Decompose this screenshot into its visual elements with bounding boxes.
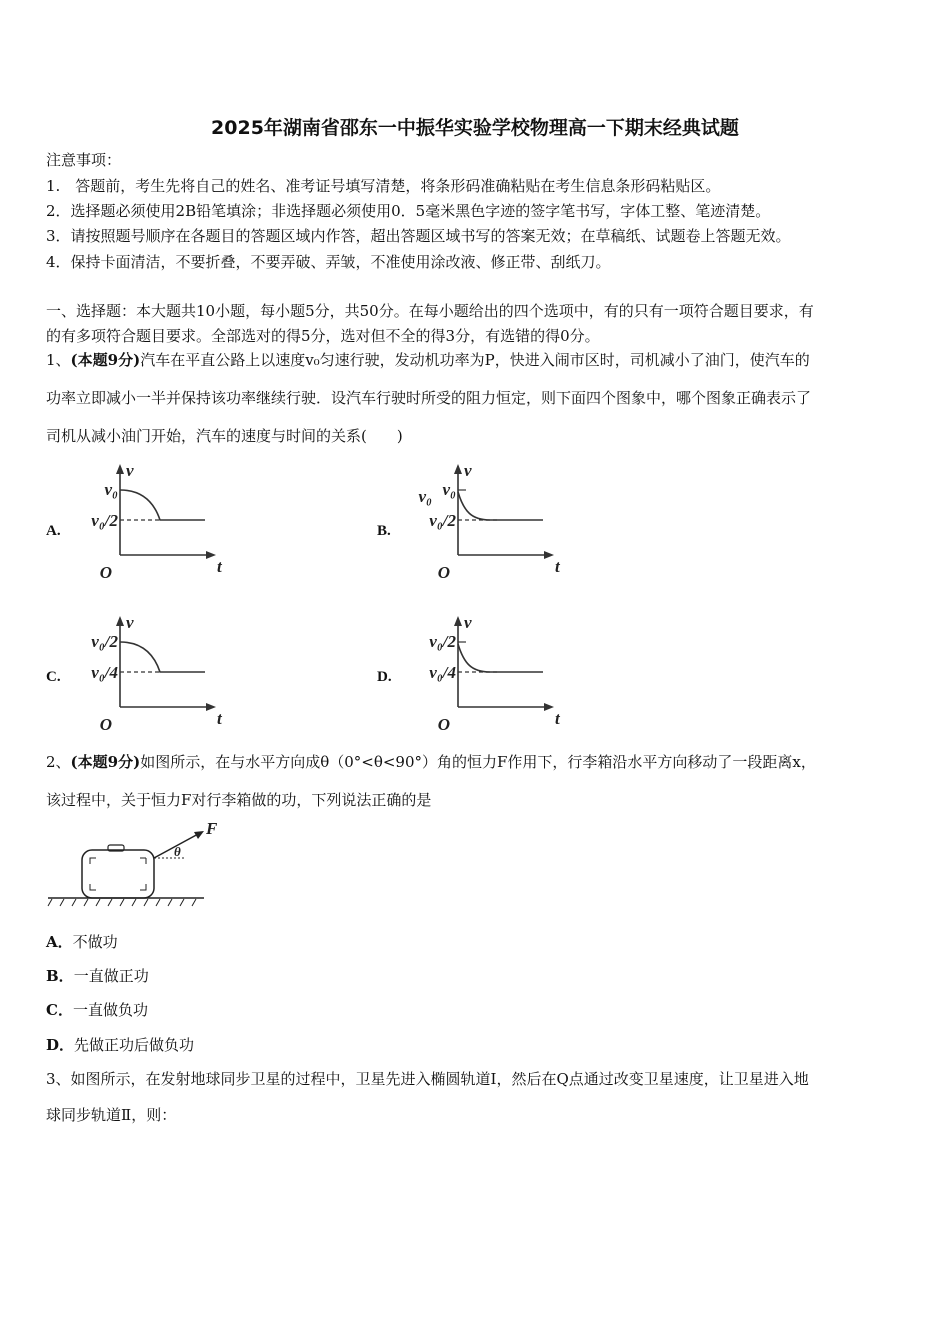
question-1-text: 司机从减小油门开始，汽车的速度与时间的关系( ) (46, 427, 403, 445)
low-value-label: v₀/2 (91, 511, 118, 530)
question-1-text: 功率立即减小一半并保持该功率继续行驶．设汽车行驶时所受的阻力恒定，则下面四个图象中，哪个图象正确表示了 (46, 389, 812, 407)
low-value-label: v₀/2 (429, 511, 456, 530)
y-axis-arrow (454, 616, 462, 626)
x-axis-arrow (206, 703, 216, 711)
option-a[interactable] (46, 932, 118, 952)
note-item: 1. 答题前，考生先将自己的姓名、准考证号填写清楚，将条形码准确粘贴在考生信息条形码粘贴区。 (46, 177, 721, 195)
x-axis-arrow (544, 703, 554, 711)
option-c[interactable] (46, 1000, 148, 1020)
extra-value-label: v₀ (418, 487, 432, 506)
page-title: 2025年湖南省邵东一中振华实验学校物理高一下期末经典试题 (211, 117, 739, 139)
y-axis-arrow (116, 464, 124, 474)
axis-label-t: t (217, 557, 222, 576)
option-text: 一直做正功 (73, 967, 149, 985)
question-3-text: 球同步轨道Ⅱ，则： (46, 1106, 177, 1124)
graph-d (398, 612, 578, 737)
section-instructions: 一、选择题：本大题共10小题，每小题5分，共50分。在每小题给出的四个选项中，有的只有一项符合题目要求，有 (46, 302, 814, 320)
question-score: (本题9分) (70, 351, 141, 369)
option-text: 一直做负功 (72, 1001, 148, 1019)
note-item: 2．选择题必须使用2B铅笔填涂；非选择题必须使用0．5毫米黑色字迹的签字笔书写，字体工整、笔迹清楚。 (46, 202, 771, 220)
note-item: 3．请按照题号顺序在各题目的答题区域内作答，超出答题区域书写的答案无效；在草稿纸、试题卷上答题无效。 (46, 227, 791, 245)
question-score: (本题9分) (70, 753, 141, 771)
axis-label-t: t (555, 557, 560, 576)
option-letter: C． (46, 1001, 73, 1019)
suitcase-figure (44, 818, 234, 908)
notes-heading: 注意事项： (46, 151, 122, 169)
option-letter: B． (46, 967, 74, 985)
low-value-label: v₀/4 (91, 663, 118, 682)
origin-label: O (99, 715, 112, 734)
origin-label: O (437, 715, 450, 734)
option-b[interactable] (46, 966, 149, 986)
section-instructions: 的有多项符合题目要求。全部选对的得5分，选对但不全的得3分，有选错的得0分。 (46, 327, 600, 345)
option-letter: D． (46, 1036, 75, 1054)
question-3-text: 3、如图所示，在发射地球同步卫星的过程中，卫星先进入椭圆轨道Ⅰ，然后在Q点通过改变卫星速度，让卫星进入地 (46, 1070, 809, 1088)
velocity-curve (458, 644, 543, 672)
question-2-text: 该过程中，关于恒力F对行李箱做的功，下列说法正确的是 (46, 791, 432, 809)
high-value-label: v₀ (104, 480, 118, 499)
axis-label-t: t (555, 709, 560, 728)
y-axis-arrow (116, 616, 124, 626)
origin-label: O (437, 563, 450, 582)
option-d-label[interactable]: D. (377, 669, 392, 685)
question-text: 如图所示，在与水平方向成θ（0°<θ<90°）角的恒力F作用下，行李箱沿水平方向移动了一段距离x， (140, 753, 816, 771)
y-axis-arrow (454, 464, 462, 474)
option-text: 先做正功后做负功 (74, 1036, 195, 1054)
option-a-label[interactable]: A. (46, 523, 61, 539)
note-item: 4．保持卡面清洁，不要折叠，不要弄破、弄皱，不准使用涂改液、修正带、刮纸刀。 (46, 253, 611, 271)
question-text: 汽车在平直公路上以速度v₀匀速行驶，发动机功率为P，快进入闹市区时，司机减小了油门，使汽车的 (140, 351, 810, 369)
option-b-label[interactable]: B. (377, 523, 391, 539)
axis-label-v: v (464, 613, 472, 632)
axis-label-t: t (217, 709, 222, 728)
question-1-line (46, 350, 810, 370)
high-value-label: v₀/2 (91, 632, 118, 651)
question-2-line (46, 752, 816, 772)
graph-a (60, 460, 240, 585)
low-value-label: v₀/4 (429, 663, 456, 682)
angle-label: θ (174, 844, 181, 859)
force-label: F (206, 819, 218, 838)
origin-label: O (99, 563, 112, 582)
axis-label-v: v (126, 461, 134, 480)
high-value-label: v₀ (442, 480, 456, 499)
question-number: 2、 (46, 753, 71, 771)
velocity-curve (120, 642, 205, 672)
option-text: 不做功 (72, 933, 118, 951)
question-number: 1、 (46, 351, 71, 369)
x-axis-arrow (544, 551, 554, 559)
axis-label-v: v (464, 461, 472, 480)
high-value-label: v₀/2 (429, 632, 456, 651)
velocity-curve (120, 490, 205, 520)
x-axis-arrow (206, 551, 216, 559)
graph-b (398, 460, 578, 585)
option-d[interactable] (46, 1035, 194, 1055)
axis-label-v: v (126, 613, 134, 632)
graph-c (60, 612, 240, 737)
option-letter: A． (46, 933, 73, 951)
option-c-label[interactable]: C. (46, 669, 61, 685)
velocity-curve (458, 492, 543, 520)
